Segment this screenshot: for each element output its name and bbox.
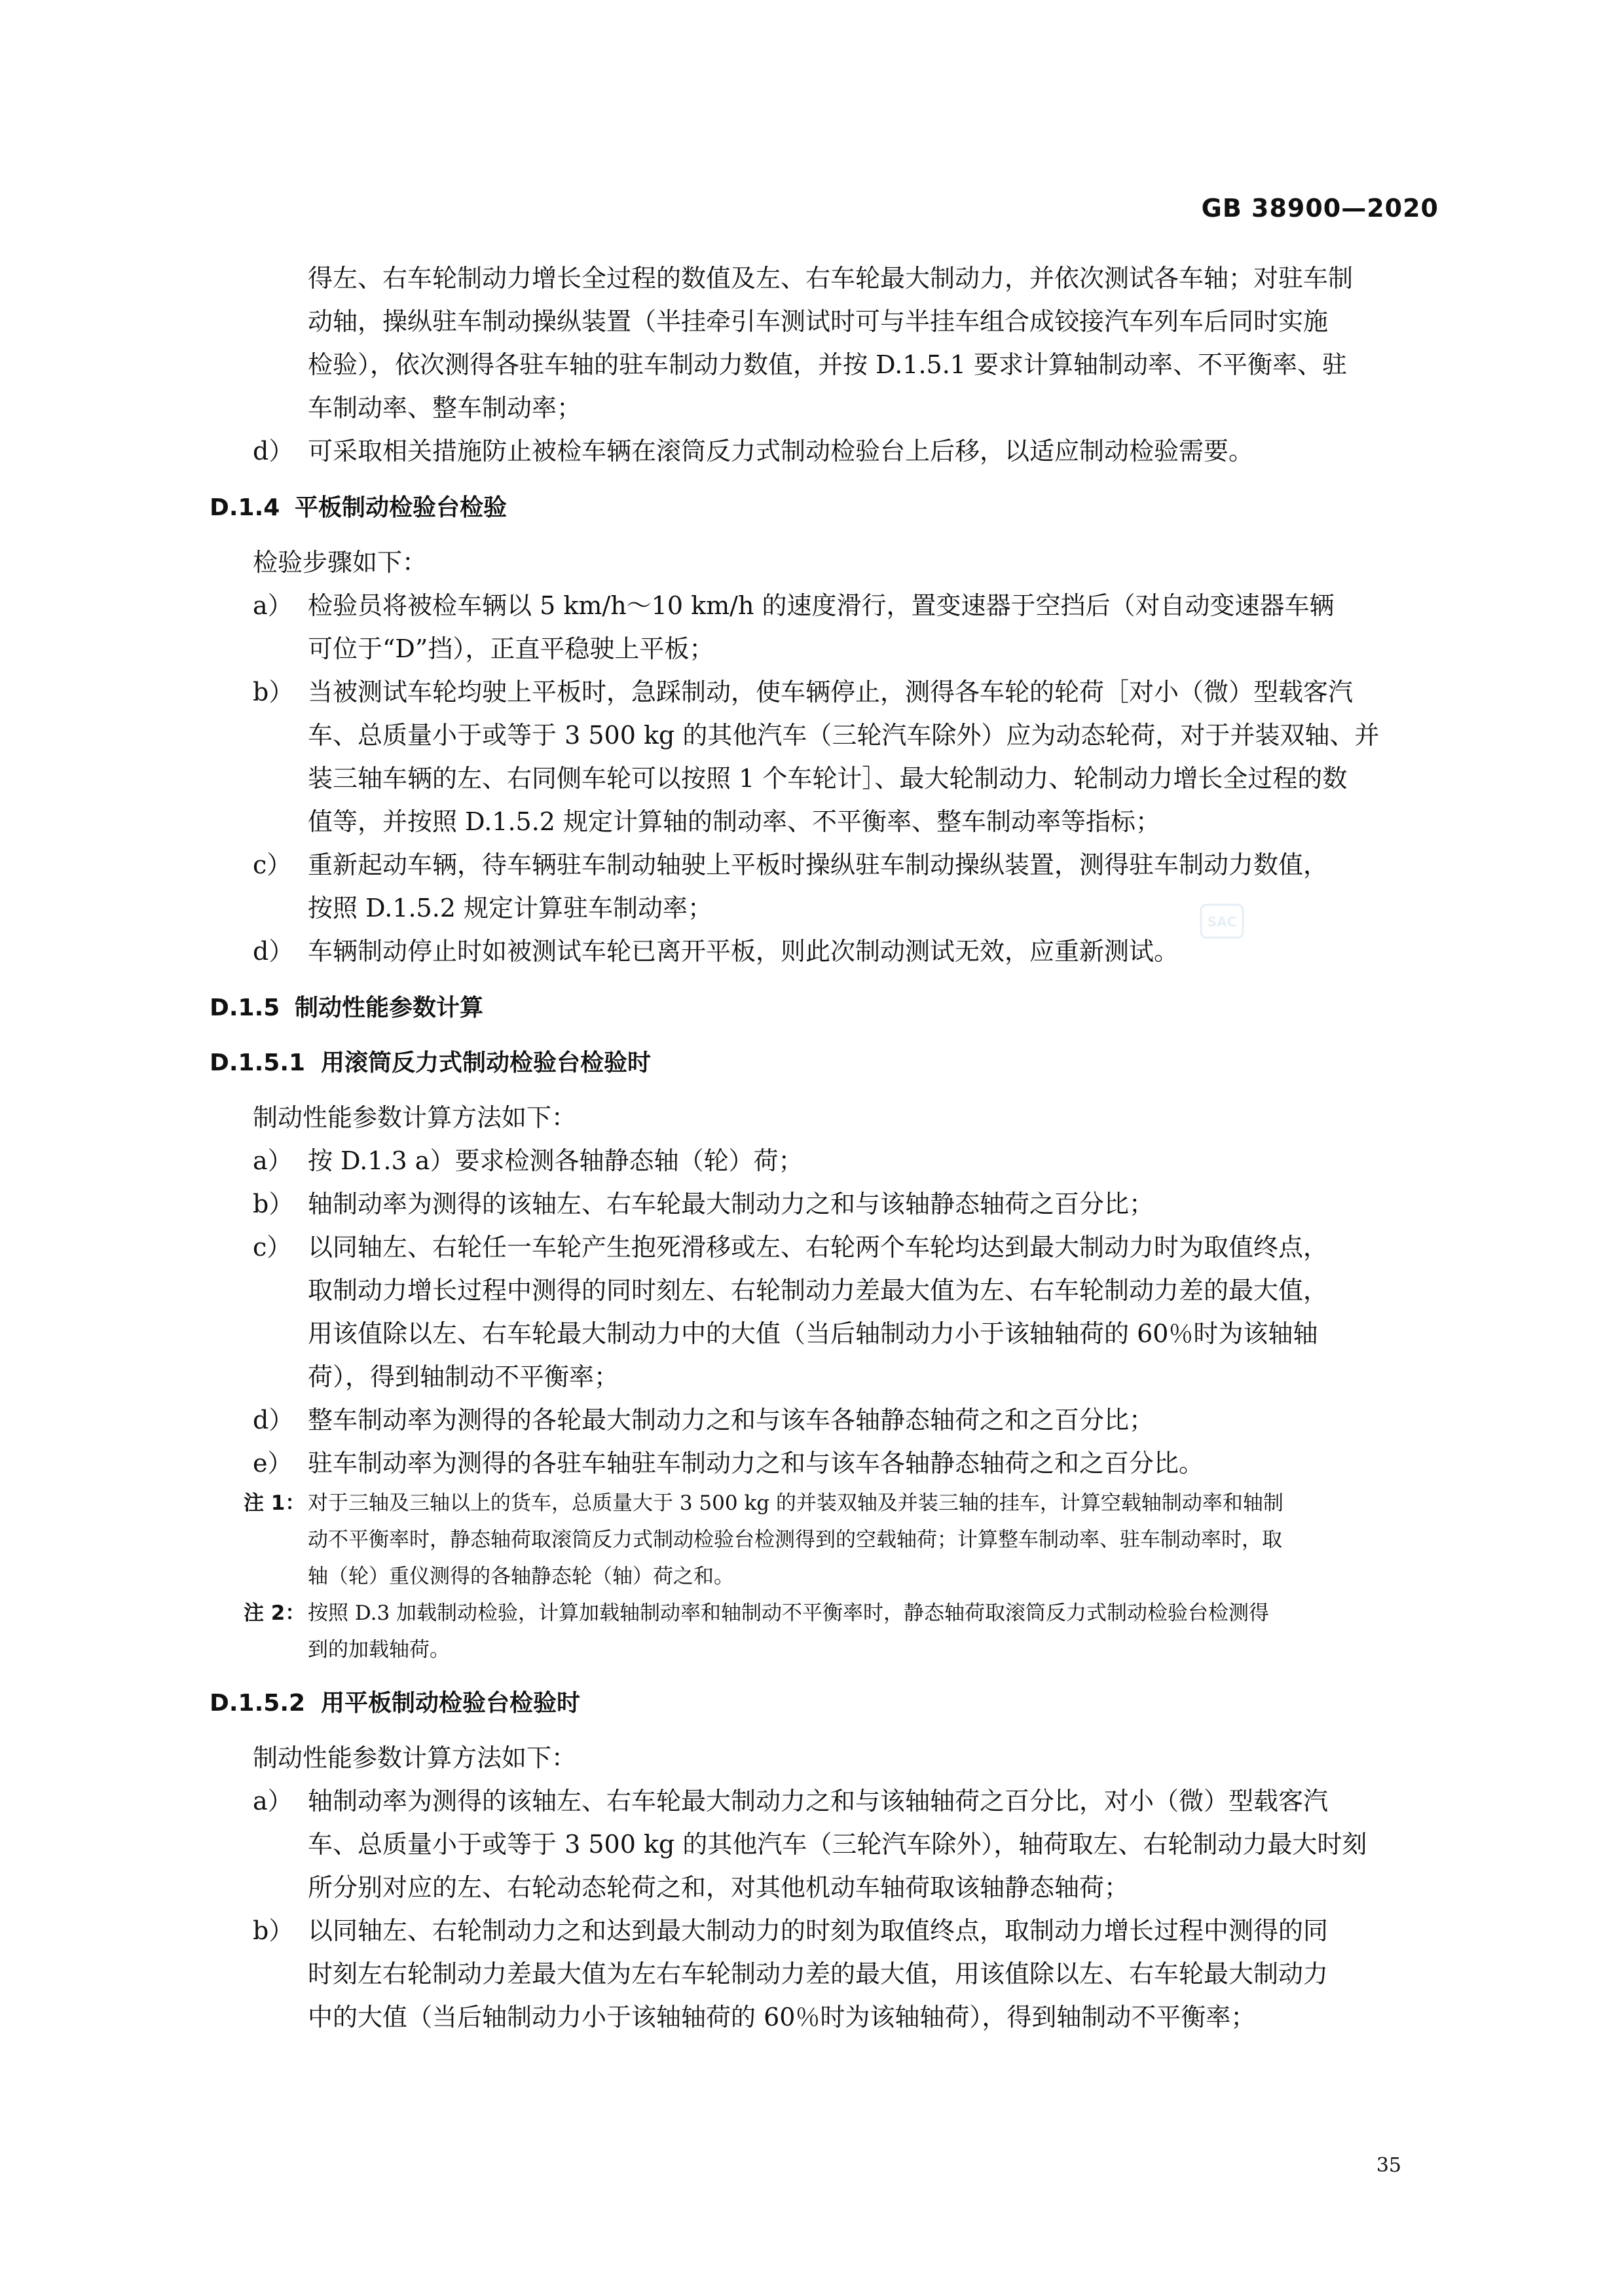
text-line: 轴制动率为测得的该轴左、右车轮最大制动力之和与该轴静态轴荷之百分比； (308, 1190, 1154, 1218)
list-item (210, 1909, 1454, 2039)
section-title: 用滚筒反力式制动检验台检验时 (321, 1049, 652, 1076)
list-item (210, 429, 1454, 473)
list-item (210, 843, 1454, 930)
section-heading (210, 989, 1454, 1028)
text-line: 取制动力增长过程中测得的同时刻左、右轮制动力差最大值为左、右车轮制动力差的最大值， (308, 1276, 1329, 1305)
note (210, 1485, 1454, 1595)
list-item (210, 1226, 1454, 1398)
list-item (210, 1139, 1454, 1182)
text-line: 按照 D.3 加载制动检验，计算加载轴制动率和轴制动不平衡率时，静态轴荷取滚筒反力式制动检验台检测得 (308, 1601, 1270, 1625)
list-marker: a） (253, 1146, 293, 1175)
list-item (210, 584, 1454, 670)
text-line: 中的大值（当后轴制动力小于该轴轴荷的 60％时为该轴轴荷），得到轴制动不平衡率； (308, 2003, 1256, 2032)
text-line: 车、总质量小于或等于 3 500 kg 的其他汽车（三轮汽车除外），轴荷取左、右轮制动力最大时刻 (308, 1830, 1367, 1859)
list-item (210, 1442, 1454, 1485)
text-line: 驻车制动率为测得的各驻车轴驻车制动力之和与该车各轴静态轴荷之和之百分比。 (308, 1449, 1204, 1478)
text-line: 车制动率、整车制动率； (308, 393, 582, 422)
list-item (210, 1779, 1454, 1909)
standard-code: GB 38900—2020 (1201, 194, 1439, 223)
intro-paragraph: 检验步骤如下： (253, 548, 428, 577)
text-line: 轴（轮）重仪测得的各轴静态轮（轴）荷之和。 (308, 1565, 734, 1588)
text-line: 重新起动车辆，待车辆驻车制动轴驶上平板时操纵驻车制动操纵装置，测得驻车制动力数值， (308, 850, 1329, 879)
text-line: 可位于“D”挡），正直平稳驶上平板； (308, 634, 714, 663)
section-number: D.1.5.1 (210, 1049, 306, 1076)
section-title: 制动性能参数计算 (295, 994, 484, 1021)
text-line: 以同轴左、右轮任一车轮产生抱死滑移或左、右轮两个车轮均达到最大制动力时为取值终点， (308, 1233, 1329, 1262)
body-text (210, 257, 1454, 2039)
list-item (210, 1182, 1454, 1226)
note-label: 注 1： (244, 1491, 306, 1515)
list-marker: a） (253, 591, 293, 620)
text-line: 检验），依次测得各驻车轴的驻车制动力数值，并按 D.1.5.1 要求计算轴制动率、不平衡率、驻 (308, 350, 1348, 379)
subsection-heading (210, 1684, 1454, 1723)
watermark-text: SAC (1207, 914, 1237, 930)
subsection-heading (210, 1044, 1454, 1083)
note-label: 注 2： (244, 1601, 306, 1625)
text-line: 车、总质量小于或等于 3 500 kg 的其他汽车（三轮汽车除外）应为动态轮荷，对于并装双轴、并 (308, 721, 1380, 750)
intro-paragraph: 制动性能参数计算方法如下： (253, 1103, 577, 1132)
continuation-paragraph (210, 257, 1454, 429)
section-title: 平板制动检验台检验 (295, 494, 507, 521)
list-marker: c） (253, 1233, 292, 1262)
list-marker: c） (253, 850, 292, 879)
text-line: 得左、右车轮制动力增长全过程的数值及左、右车轮最大制动力，并依次测试各车轴；对驻车制 (308, 264, 1354, 293)
text-line: 按照 D.1.5.2 规定计算驻车制动率； (308, 894, 713, 922)
text-line: 用该值除以左、右车轮最大制动力中的大值（当后轴制动力小于该轴轴荷的 60％时为该轴轴 (308, 1319, 1318, 1348)
text-line: 当被测试车轮均驶上平板时，急踩制动，使车辆停止，测得各车轮的轮荷［对小（微）型载客汽 (308, 678, 1354, 706)
text-line: 车辆制动停止时如被测试车轮已离开平板，则此次制动测试无效，应重新测试。 (308, 937, 1179, 966)
text-line: 到的加载轴荷。 (308, 1638, 450, 1662)
section-heading (210, 488, 1454, 528)
text-line: 时刻左右轮制动力差最大值为左右车轮制动力差的最大值，用该值除以左、右车轮最大制动力 (308, 1959, 1329, 1988)
list-item (210, 670, 1454, 843)
text-line: 动不平衡率时，静态轴荷取滚筒反力式制动检验台检测得到的空载轴荷；计算整车制动率、驻车制动率时，取 (308, 1528, 1282, 1552)
text-line: 值等，并按照 D.1.5.2 规定计算轴的制动率、不平衡率、整车制动率等指标； (308, 807, 1161, 836)
section-title: 用平板制动检验台检验时 (321, 1690, 581, 1717)
section-number: D.1.5 (210, 994, 280, 1021)
section-number: D.1.5.2 (210, 1690, 306, 1717)
text-line: 装三轴车辆的左、右同侧车轮可以按照 1 个车轮计］、最大轮制动力、轮制动力增长全过程的数 (308, 764, 1348, 793)
text-line: 以同轴左、右轮制动力之和达到最大制动力的时刻为取值终点，取制动力增长过程中测得的同 (308, 1916, 1329, 1945)
text-line: 检验员将被检车辆以 5 km/h～10 km/h 的速度滑行，置变速器于空挡后（对自动变速器车辆 (308, 591, 1335, 620)
text-line: 轴制动率为测得的该轴左、右车轮最大制动力之和与该轴轴荷之百分比，对小（微）型载客汽 (308, 1787, 1329, 1815)
intro-paragraph: 制动性能参数计算方法如下： (253, 1743, 577, 1772)
list-item (210, 930, 1454, 973)
list-marker: b） (253, 1190, 294, 1218)
text-line: 整车制动率为测得的各轮最大制动力之和与该车各轴静态轴荷之和之百分比； (308, 1406, 1154, 1434)
list-marker: b） (253, 1916, 294, 1945)
page-number: 35 (1376, 2154, 1401, 2177)
list-marker: d） (253, 437, 294, 465)
text-line: 可采取相关措施防止被检车辆在滚筒反力式制动检验台上后移，以适应制动检验需要。 (308, 437, 1254, 465)
note (210, 1595, 1454, 1668)
text-line: 对于三轴及三轴以上的货车，总质量大于 3 500 kg 的并装双轴及并装三轴的挂车，计算空载轴制动率和轴制 (308, 1491, 1283, 1515)
list-marker: a） (253, 1787, 293, 1815)
list-marker: e） (253, 1449, 293, 1478)
list-item (210, 1398, 1454, 1442)
text-line: 按 D.1.3 a）要求检测各轴静态轴（轮）荷； (308, 1146, 803, 1175)
list-marker: d） (253, 1406, 294, 1434)
list-marker: b） (253, 678, 294, 706)
section-number: D.1.4 (210, 494, 280, 521)
text-line: 荷），得到轴制动不平衡率； (308, 1362, 619, 1391)
text-line: 所分别对应的左、右轮动态轮荷之和，对其他机动车轴荷取该轴静态轴荷； (308, 1873, 1130, 1902)
list-marker: d） (253, 937, 294, 966)
text-line: 动轴，操纵驻车制动操纵装置（半挂牵引车测试时可与半挂车组合成铰接汽车列车后同时实施 (308, 307, 1329, 336)
